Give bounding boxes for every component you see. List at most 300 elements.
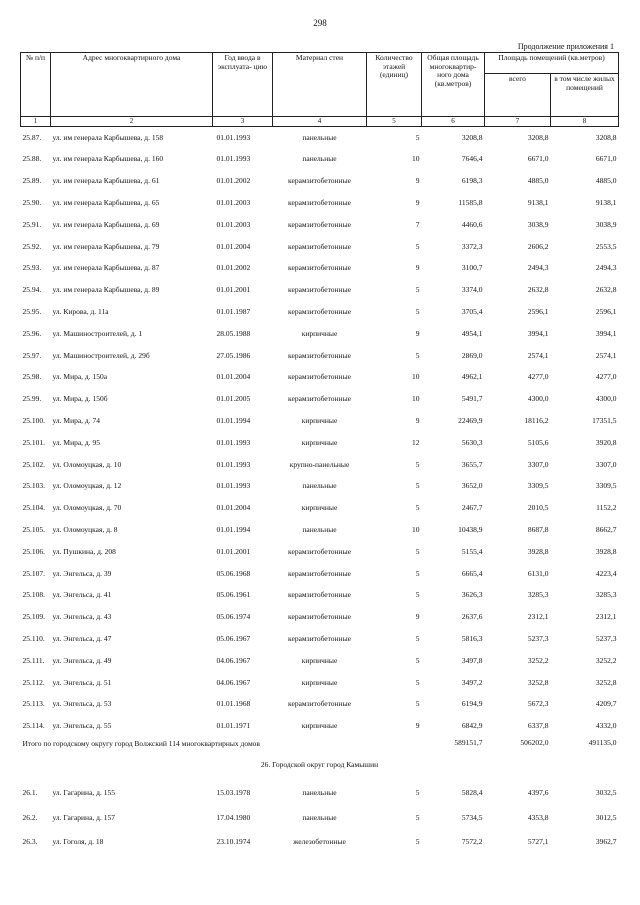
header-area: Общая площадь многоквартир- ного дома (кв.метров): [422, 53, 485, 117]
row-number: 25.99.: [22, 394, 42, 404]
row-premises-total: 18116,2: [524, 415, 549, 425]
row-address: ул. Мира, д. 150б: [52, 394, 108, 404]
row-year: 04.06.1967: [216, 655, 251, 665]
row-residential: 4300,0: [595, 394, 617, 404]
row-premises-total: 3928,8: [527, 546, 549, 556]
row-number: 25.95.: [22, 306, 42, 316]
row-floors: 5: [415, 481, 420, 491]
row-area: 3100,7: [461, 263, 483, 273]
row-number: 26.3.: [22, 837, 38, 847]
row-premises-total: 2010,5: [527, 503, 549, 513]
row-residential: 3962,7: [595, 837, 617, 847]
row-premises-total: 2632,8: [527, 285, 549, 295]
table-row: [21, 127, 619, 149]
row-address: ул. Энгельса, д. 41: [52, 590, 112, 600]
row-area: 3372,3: [461, 241, 483, 251]
row-floors: 5: [415, 350, 420, 360]
row-year: 01.01.2001: [216, 546, 251, 556]
row-floors: 5: [415, 699, 420, 709]
row-number: 25.89.: [22, 176, 42, 186]
table-row: [21, 585, 619, 607]
row-material: панельные: [302, 788, 337, 798]
row-address: ул. им генерала Карбышева, д. 79: [52, 241, 160, 251]
row-residential: 17351,5: [592, 415, 617, 425]
row-floors: 5: [415, 132, 420, 142]
row-material: керамзитобетонные: [288, 219, 351, 229]
row-residential: 4277,0: [595, 372, 617, 382]
row-area: 5155,4: [461, 546, 483, 556]
row-residential: 2632,8: [595, 285, 617, 295]
row-number: 25.87.: [22, 132, 42, 142]
row-premises-total: 5237,3: [527, 633, 549, 643]
row-year: 01.01.1993: [216, 437, 251, 447]
row-premises-total: 3285,3: [527, 590, 549, 600]
row-premises-total: 5105,6: [527, 437, 549, 447]
row-year: 28.05.1988: [216, 328, 251, 338]
row-year: 01.01.2004: [216, 503, 251, 513]
row-residential: 4209,7: [595, 699, 617, 709]
col-number: 8: [551, 117, 619, 127]
table-row: [21, 258, 619, 280]
row-premises-total: 3307,0: [527, 459, 549, 469]
table-row: [21, 476, 619, 498]
table-row: [21, 432, 619, 454]
table-row: [21, 650, 619, 672]
row-area: 3374,0: [461, 285, 483, 295]
row-floors: 5: [415, 837, 420, 847]
row-address: ул. Мира, д. 95: [52, 437, 100, 447]
row-address: ул. Энгельса, д. 39: [52, 568, 112, 578]
row-residential: 8662,7: [595, 524, 617, 534]
table-row: [21, 192, 619, 214]
row-material: крупно-панельные: [289, 459, 350, 469]
row-residential: 3309,5: [595, 481, 617, 491]
row-address: ул. Мира, д. 150а: [52, 372, 108, 382]
table-row: [21, 541, 619, 563]
row-number: 25.102.: [22, 459, 45, 469]
row-number: 25.92.: [22, 241, 42, 251]
row-floors: 5: [415, 241, 420, 251]
total-label: Итого по городскому округу город Волжский 114 многоквартирных домов: [22, 739, 260, 749]
table-row: [21, 454, 619, 476]
row-year: 01.01.2003: [216, 219, 251, 229]
row-residential: 6671,0: [595, 154, 617, 164]
row-residential: 3252,8: [595, 677, 617, 687]
row-number: 26.1.: [22, 788, 38, 798]
row-address: ул. Кирова, д. 11а: [52, 306, 109, 316]
row-number: 25.110.: [22, 633, 45, 643]
row-floors: 5: [415, 655, 420, 665]
section-row: [21, 761, 619, 781]
housing-table: [20, 52, 619, 855]
row-material: панельные: [302, 481, 337, 491]
row-material: керамзитобетонные: [288, 699, 351, 709]
total-premises: 506202,0: [520, 738, 549, 748]
col-number: 6: [422, 117, 485, 127]
row-premises-total: 3038,9: [527, 219, 549, 229]
row-number: 25.108.: [22, 590, 45, 600]
row-area: 6842,9: [461, 721, 483, 731]
row-area: 5734,5: [461, 812, 483, 822]
row-material: кирпичные: [301, 437, 338, 447]
row-material: панельные: [302, 132, 337, 142]
row-year: 01.01.1993: [216, 481, 251, 491]
row-premises-total: 6671,0: [527, 154, 549, 164]
table-row: [21, 498, 619, 520]
row-number: 25.113.: [22, 699, 45, 709]
row-floors: 9: [415, 415, 420, 425]
row-material: керамзитобетонные: [288, 263, 351, 273]
table-row: [21, 628, 619, 650]
row-material: керамзитобетонные: [288, 546, 351, 556]
row-residential: 2312,1: [595, 612, 617, 622]
row-number: 25.98.: [22, 372, 42, 382]
row-address: ул. Машиностроителей, д. 29б: [52, 350, 150, 360]
row-area: 5491,7: [461, 394, 483, 404]
row-number: 25.109.: [22, 612, 45, 622]
row-residential: 2596,1: [595, 306, 617, 316]
row-premises-total: 4277,0: [527, 372, 549, 382]
total-area: 589151,7: [454, 738, 483, 748]
row-year: 01.01.2001: [216, 285, 251, 295]
row-residential: 3920,8: [595, 437, 617, 447]
row-premises-total: 3252,8: [527, 677, 549, 687]
row-year: 17.04.1980: [216, 812, 251, 822]
table-row: [21, 607, 619, 629]
row-area: 2869,0: [461, 350, 483, 360]
row-area: 2467,7: [461, 503, 483, 513]
row-floors: 5: [415, 503, 420, 513]
row-floors: 5: [415, 459, 420, 469]
row-premises-total: 2494,3: [527, 263, 549, 273]
row-premises-total: 4353,8: [527, 812, 549, 822]
row-year: 01.01.1987: [216, 306, 251, 316]
total-residential: 491135,0: [588, 738, 617, 748]
row-area: 3208,8: [461, 132, 483, 142]
row-area: 3626,3: [461, 590, 483, 600]
row-area: 11585,8: [458, 197, 483, 207]
table-row: [21, 389, 619, 411]
row-material: кирпичные: [301, 415, 338, 425]
table-row: [21, 171, 619, 193]
row-year: 15.03.1978: [216, 788, 251, 798]
row-year: 01.01.2005: [216, 394, 251, 404]
table-row: [21, 149, 619, 171]
col-number: 2: [51, 117, 213, 127]
row-residential: 2574,1: [595, 350, 617, 360]
row-year: 01.01.2002: [216, 263, 251, 273]
table-row: [21, 280, 619, 302]
row-address: ул. им генерала Карбышева, д. 61: [52, 176, 160, 186]
row-address: ул. им генерала Карбышева, д. 69: [52, 219, 160, 229]
row-premises-total: 2596,1: [527, 306, 549, 316]
row-number: 25.112.: [22, 677, 45, 687]
row-year: 01.01.1993: [216, 132, 251, 142]
row-address: ул. Энгельса, д. 47: [52, 633, 112, 643]
row-residential: 3012,5: [595, 812, 617, 822]
row-premises-total: 2606,2: [527, 241, 549, 251]
row-year: 01.01.1993: [216, 459, 251, 469]
row-residential: 4223,4: [595, 568, 617, 578]
row-number: 25.97.: [22, 350, 42, 360]
row-address: ул. Энгельса, д. 53: [52, 699, 112, 709]
row-area: 3705,4: [461, 306, 483, 316]
row-floors: 12: [412, 437, 420, 447]
row-area: 3497,8: [461, 655, 483, 665]
row-material: керамзитобетонные: [288, 306, 351, 316]
header-material: Материал стен: [273, 53, 367, 117]
row-number: 25.111.: [22, 655, 45, 665]
header-address: Адрес многоквартирного дома: [51, 53, 213, 117]
header-residential: в том числе жилых помещений: [551, 74, 619, 117]
row-year: 01.01.2002: [216, 176, 251, 186]
row-floors: 5: [415, 568, 420, 578]
row-material: керамзитобетонные: [288, 590, 351, 600]
row-area: 3655,7: [461, 459, 483, 469]
row-number: 25.100.: [22, 415, 45, 425]
table-row: [21, 716, 619, 738]
header-floors: Количество этажей (единиц): [367, 53, 422, 117]
col-number: 1: [21, 117, 51, 127]
row-residential: 3285,3: [595, 590, 617, 600]
row-address: ул. им генерала Карбышева, д. 87: [52, 263, 160, 273]
row-number: 25.90.: [22, 197, 42, 207]
row-number: 25.104.: [22, 503, 45, 513]
table-row: [21, 806, 619, 831]
row-material: кирпичные: [301, 721, 338, 731]
table-row: [21, 214, 619, 236]
row-residential: 1152,2: [596, 503, 617, 513]
row-number: 25.94.: [22, 285, 42, 295]
row-area: 6665,4: [461, 568, 483, 578]
table-row: [21, 301, 619, 323]
table-row: [21, 236, 619, 258]
row-material: керамзитобетонные: [288, 633, 351, 643]
row-year: 01.01.2003: [216, 197, 251, 207]
row-year: 01.01.2004: [216, 241, 251, 251]
row-number: 25.88.: [22, 154, 42, 164]
row-year: 01.01.1994: [216, 415, 251, 425]
table-row: [21, 323, 619, 345]
row-material: кирпичные: [301, 328, 338, 338]
row-floors: 9: [415, 197, 420, 207]
row-material: железобетонные: [293, 837, 346, 847]
column-numbers: [21, 117, 619, 127]
row-number: 26.2.: [22, 812, 38, 822]
row-residential: 9138,1: [595, 197, 617, 207]
table-row: [21, 672, 619, 694]
row-address: ул. Гоголя, д. 18: [52, 837, 104, 847]
row-address: ул. Гагарина, д. 157: [52, 812, 115, 822]
row-address: ул. Оломоуцкая, д. 8: [52, 524, 118, 534]
row-area: 7646,4: [461, 154, 483, 164]
row-address: ул. Машиностроителей, д. 1: [52, 328, 143, 338]
table-row: [21, 367, 619, 389]
row-area: 7572,2: [461, 837, 483, 847]
row-area: 3652,0: [461, 481, 483, 491]
row-number: 25.91.: [22, 219, 42, 229]
row-year: 05.06.1974: [216, 612, 251, 622]
header-total: всего: [485, 74, 551, 117]
row-material: керамзитобетонные: [288, 285, 351, 295]
row-floors: 5: [415, 633, 420, 643]
row-floors: 9: [415, 328, 420, 338]
row-material: керамзитобетонные: [288, 372, 351, 382]
row-area: 4460,6: [461, 219, 483, 229]
row-address: ул. Пушкина, д. 208: [52, 546, 116, 556]
row-address: ул. Гагарина, д. 155: [52, 788, 115, 798]
row-year: 05.06.1968: [216, 568, 251, 578]
table-row: [21, 563, 619, 585]
table-row: [21, 781, 619, 806]
row-year: 01.01.1971: [216, 721, 251, 731]
row-premises-total: 3309,5: [527, 481, 549, 491]
row-premises-total: 3252,2: [527, 655, 549, 665]
row-premises-total: 9138,1: [527, 197, 549, 207]
table-row: [21, 830, 619, 855]
row-year: 01.01.1993: [216, 154, 251, 164]
row-material: кирпичные: [301, 677, 338, 687]
row-address: ул. Мира, д. 74: [52, 415, 100, 425]
row-premises-total: 2312,1: [527, 612, 549, 622]
row-material: керамзитобетонные: [288, 176, 351, 186]
row-residential: 3307,0: [595, 459, 617, 469]
row-address: ул. им генерала Карбышева, д. 158: [52, 132, 164, 142]
row-floors: 10: [412, 154, 420, 164]
row-premises-total: 6337,8: [527, 721, 549, 731]
row-address: ул. Энгельса, д. 49: [52, 655, 112, 665]
row-premises-total: 8687,8: [527, 524, 549, 534]
row-premises-total: 3994,1: [527, 328, 549, 338]
row-year: 23.10.1974: [216, 837, 251, 847]
row-premises-total: 2574,1: [527, 350, 549, 360]
row-material: кирпичные: [301, 503, 338, 513]
row-material: керамзитобетонные: [288, 612, 351, 622]
table-row: [21, 519, 619, 541]
row-floors: 9: [415, 263, 420, 273]
row-area: 6198,3: [461, 176, 483, 186]
row-address: ул. им генерала Карбышева, д. 89: [52, 285, 160, 295]
row-area: 5630,3: [461, 437, 483, 447]
row-year: 01.01.1968: [216, 699, 251, 709]
row-address: ул. Энгельса, д. 51: [52, 677, 112, 687]
col-number: 4: [273, 117, 367, 127]
row-floors: 10: [412, 524, 420, 534]
row-year: 01.01.2004: [216, 372, 251, 382]
row-residential: 2494,3: [595, 263, 617, 273]
section-title: 26. Городской округ город Камышин: [260, 761, 379, 770]
row-year: 04.06.1967: [216, 677, 251, 687]
table-row: [21, 410, 619, 432]
continuation-note: Продолжение приложения 1: [517, 42, 614, 51]
row-residential: 3928,8: [595, 546, 617, 556]
row-area: 4962,1: [461, 372, 483, 382]
col-number: 3: [213, 117, 273, 127]
row-premises-total: 5727,1: [527, 837, 549, 847]
row-floors: 5: [415, 285, 420, 295]
row-number: 25.114.: [22, 721, 45, 731]
row-material: керамзитобетонные: [288, 197, 351, 207]
row-premises-total: 4885,0: [527, 176, 549, 186]
row-residential: 3252,2: [595, 655, 617, 665]
row-residential: 2553,5: [595, 241, 617, 251]
row-material: керамзитобетонные: [288, 350, 351, 360]
row-number: 25.105.: [22, 524, 45, 534]
row-floors: 7: [415, 219, 420, 229]
row-address: ул. Оломоуцкая, д. 12: [52, 481, 122, 491]
header-num: № п/п: [21, 53, 51, 117]
row-address: ул. Энгельса, д. 55: [52, 721, 112, 731]
row-premises-total: 5672,3: [527, 699, 549, 709]
row-residential: 3208,8: [595, 132, 617, 142]
row-floors: 5: [415, 546, 420, 556]
table-row: [21, 345, 619, 367]
row-area: 5816,3: [461, 633, 483, 643]
row-material: керамзитобетонные: [288, 568, 351, 578]
row-year: 01.01.1994: [216, 524, 251, 534]
row-number: 25.103.: [22, 481, 45, 491]
table-row: [21, 694, 619, 716]
col-number: 7: [485, 117, 551, 127]
row-floors: 5: [415, 788, 420, 798]
row-area: 4954,1: [461, 328, 483, 338]
row-number: 25.96.: [22, 328, 42, 338]
row-year: 05.06.1961: [216, 590, 251, 600]
total-row: [21, 737, 619, 761]
row-area: 2637,6: [461, 612, 483, 622]
header-year: Год ввода в эксплуата- цию: [213, 53, 273, 117]
row-year: 05.06.1967: [216, 633, 251, 643]
row-area: 22469,9: [458, 415, 483, 425]
row-floors: 5: [415, 677, 420, 687]
row-material: керамзитобетонные: [288, 241, 351, 251]
row-material: керамзитобетонные: [288, 394, 351, 404]
row-floors: 9: [415, 721, 420, 731]
row-floors: 5: [415, 590, 420, 600]
row-area: 3497,2: [461, 677, 483, 687]
row-material: кирпичные: [301, 655, 338, 665]
row-area: 5828,4: [461, 788, 483, 798]
row-residential: 3032,5: [595, 788, 617, 798]
row-address: ул. Оломоуцкая, д. 10: [52, 459, 122, 469]
row-premises-total: 3208,8: [527, 132, 549, 142]
page-number: 298: [313, 18, 327, 28]
row-floors: 5: [415, 306, 420, 316]
row-premises-total: 4397,6: [527, 788, 549, 798]
row-area: 10438,9: [458, 524, 483, 534]
row-number: 25.106.: [22, 546, 45, 556]
row-material: панельные: [302, 812, 337, 822]
row-number: 25.107.: [22, 568, 45, 578]
row-area: 6194,9: [461, 699, 483, 709]
row-residential: 4332,0: [595, 721, 617, 731]
row-number: 25.93.: [22, 263, 42, 273]
row-address: ул. им генерала Карбышева, д. 160: [52, 154, 164, 164]
row-number: 25.101.: [22, 437, 45, 447]
header-premises: Площадь помещений (кв.метров): [485, 53, 619, 74]
row-material: панельные: [302, 524, 337, 534]
row-floors: 10: [412, 372, 420, 382]
row-residential: 3038,9: [595, 219, 617, 229]
row-address: ул. Оломоуцкая, д. 70: [52, 503, 122, 513]
row-premises-total: 6131,0: [527, 568, 549, 578]
row-address: ул. им генерала Карбышева, д. 65: [52, 197, 160, 207]
row-floors: 9: [415, 612, 420, 622]
row-residential: 3994,1: [595, 328, 617, 338]
row-floors: 9: [415, 176, 420, 186]
row-residential: 4885,0: [595, 176, 617, 186]
row-premises-total: 4300,0: [527, 394, 549, 404]
